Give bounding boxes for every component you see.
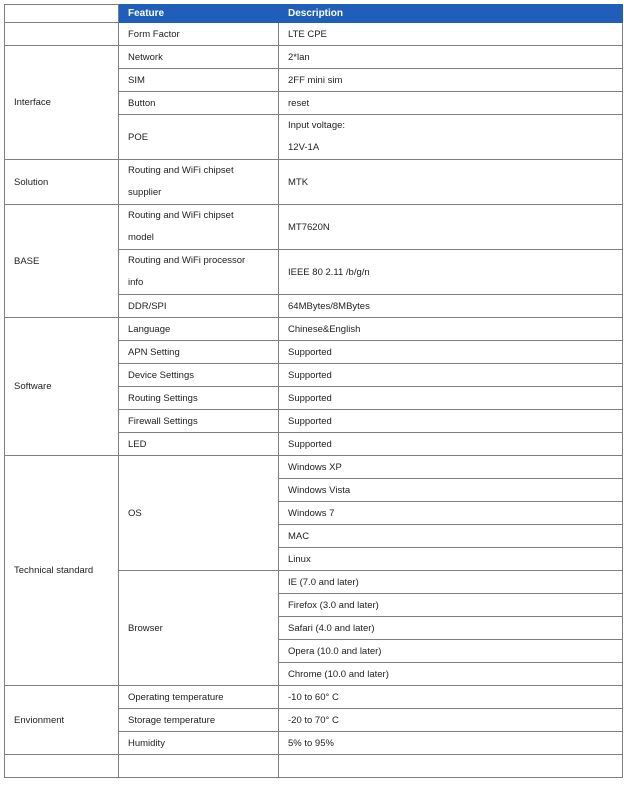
- feature-cell: Operating temperature: [119, 686, 279, 709]
- description-cell: Linux: [279, 548, 623, 571]
- header-description: Description: [279, 5, 623, 23]
- feature-cell: Firewall Settings: [119, 410, 279, 433]
- feature-line: Routing and WiFi chipset: [128, 165, 234, 176]
- description-cell: Supported: [279, 433, 623, 456]
- description-cell: Supported: [279, 364, 623, 387]
- table-row: [5, 160, 623, 205]
- feature-cell: Routing Settings: [119, 387, 279, 410]
- feature-cell: POE: [119, 115, 279, 160]
- feature-os: OS: [119, 456, 279, 571]
- feature-line: info: [128, 277, 144, 288]
- header-row: [5, 5, 623, 23]
- feature-cell: LED: [119, 433, 279, 456]
- feature-line: Routing and WiFi chipset: [128, 210, 234, 221]
- description-cell: -10 to 60° C: [279, 686, 623, 709]
- description-cell: -20 to 70° C: [279, 709, 623, 732]
- description-cell: Supported: [279, 341, 623, 364]
- feature-cell: [119, 205, 279, 250]
- table-row: [5, 456, 623, 479]
- header-feature: Feature: [119, 5, 279, 23]
- description-cell: Firefox (3.0 and later): [279, 594, 623, 617]
- feature-line: supplier: [128, 187, 162, 198]
- header-blank: [5, 5, 119, 23]
- feature-cell: Humidity: [119, 732, 279, 755]
- empty-row: [5, 755, 623, 778]
- description-cell: 2FF mini sim: [279, 69, 623, 92]
- group-interface: Interface: [5, 46, 119, 160]
- empty-cell: [119, 755, 279, 778]
- feature-cell: [119, 160, 279, 205]
- feature-cell: Storage temperature: [119, 709, 279, 732]
- description-cell: 64MBytes/8MBytes: [279, 295, 623, 318]
- description-cell: Windows Vista: [279, 479, 623, 502]
- feature-line: Routing and WiFi processor: [128, 255, 246, 266]
- description-line: Input voltage:: [288, 120, 346, 131]
- feature-cell: [119, 250, 279, 295]
- description-cell: [279, 115, 623, 160]
- table-row: [5, 686, 623, 709]
- empty-cell: [5, 755, 119, 778]
- table-row: [5, 46, 623, 69]
- group-cell: [5, 23, 119, 46]
- description-cell: Opera (10.0 and later): [279, 640, 623, 663]
- table-row: [5, 205, 623, 250]
- group-environment: Envionment: [5, 686, 119, 755]
- feature-cell: Network: [119, 46, 279, 69]
- description-cell: Windows 7: [279, 502, 623, 525]
- description-cell: reset: [279, 92, 623, 115]
- description-cell: MT7620N: [279, 205, 623, 250]
- feature-cell: Language: [119, 318, 279, 341]
- feature-browser: Browser: [119, 571, 279, 686]
- description-cell: 5% to 95%: [279, 732, 623, 755]
- spec-table: [4, 4, 623, 778]
- group-software: Software: [5, 318, 119, 456]
- feature-cell: Device Settings: [119, 364, 279, 387]
- empty-cell: [279, 755, 623, 778]
- description-cell: Supported: [279, 387, 623, 410]
- description-cell: Safari (4.0 and later): [279, 617, 623, 640]
- description-cell: IE (7.0 and later): [279, 571, 623, 594]
- table-row: [5, 23, 623, 46]
- feature-cell: SIM: [119, 69, 279, 92]
- feature-cell: Button: [119, 92, 279, 115]
- feature-line: model: [128, 232, 154, 243]
- description-cell: Chrome (10.0 and later): [279, 663, 623, 686]
- description-cell: IEEE 80 2.11 /b/g/n: [279, 250, 623, 295]
- feature-cell: DDR/SPI: [119, 295, 279, 318]
- description-cell: LTE CPE: [279, 23, 623, 46]
- description-cell: MAC: [279, 525, 623, 548]
- group-solution: Solution: [5, 160, 119, 205]
- description-cell: Supported: [279, 410, 623, 433]
- feature-cell: APN Setting: [119, 341, 279, 364]
- description-cell: MTK: [279, 160, 623, 205]
- feature-cell: Form Factor: [119, 23, 279, 46]
- description-cell: Windows XP: [279, 456, 623, 479]
- table-row: [5, 318, 623, 341]
- group-technical-standard: Technical standard: [5, 456, 119, 686]
- description-cell: Chinese&English: [279, 318, 623, 341]
- group-base: BASE: [5, 205, 119, 318]
- description-cell: 2*lan: [279, 46, 623, 69]
- description-line: 12V-1A: [288, 142, 320, 153]
